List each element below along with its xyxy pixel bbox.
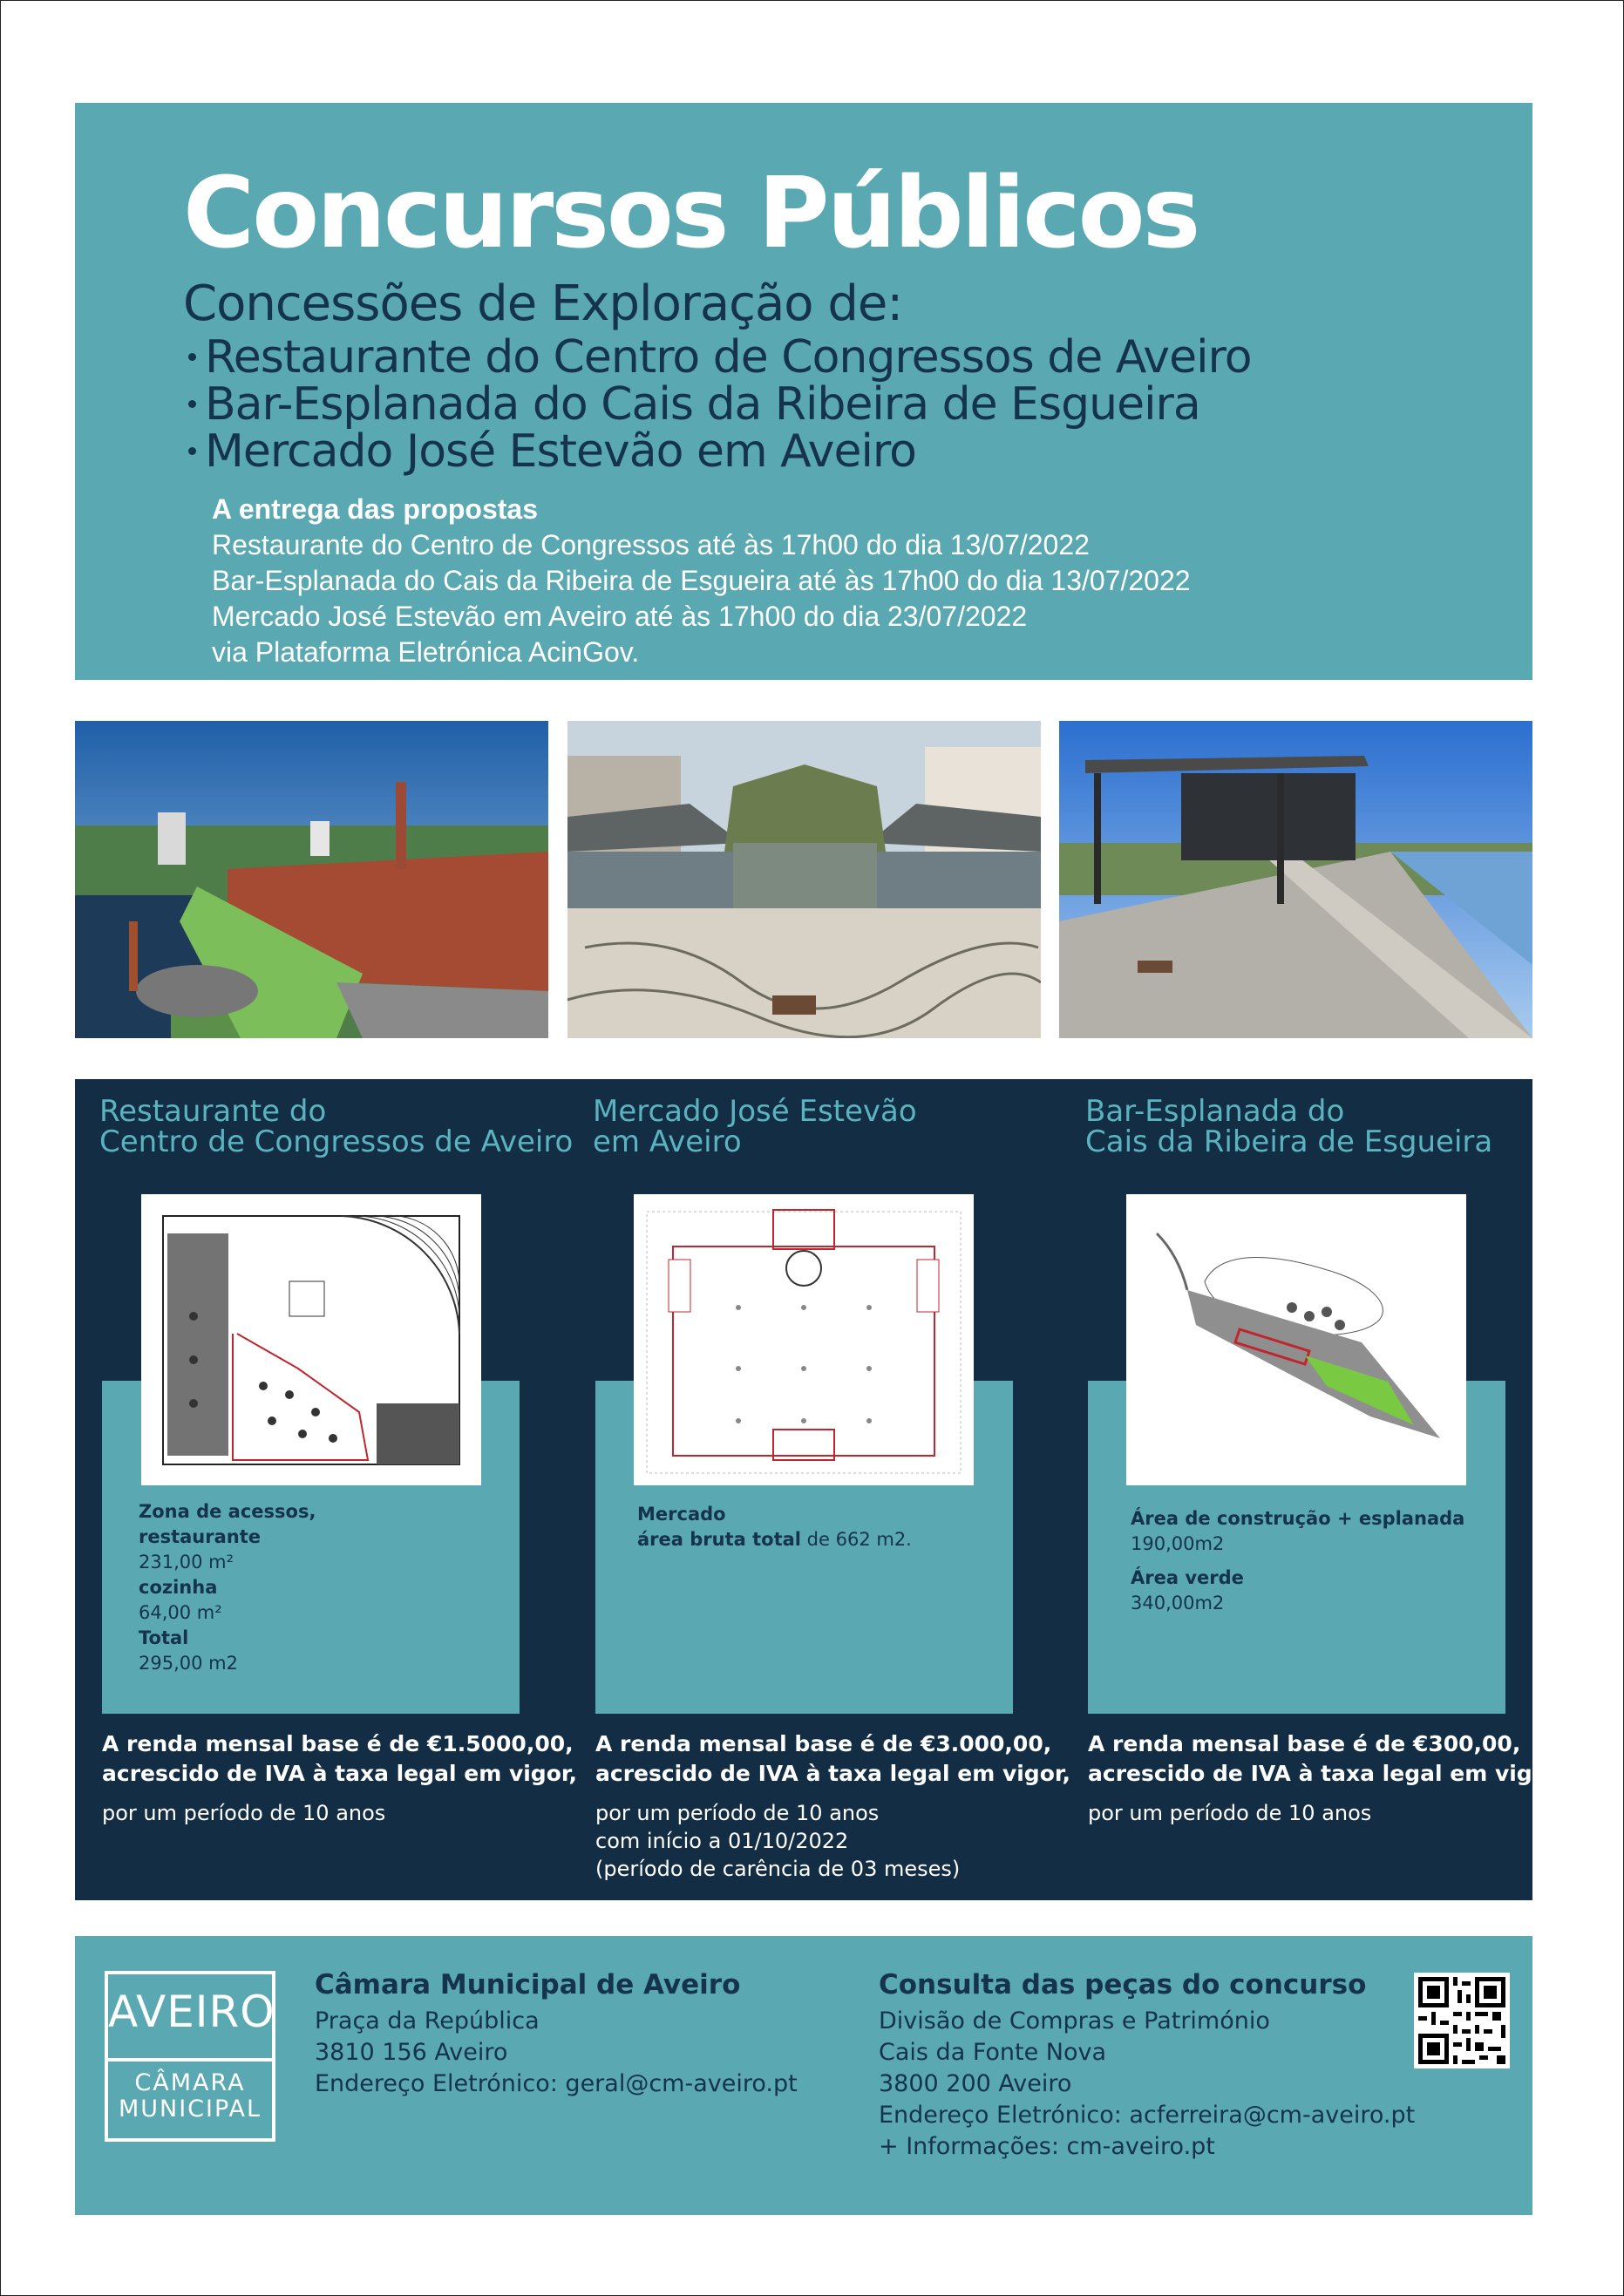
- website-link[interactable]: + Informações: cm-aveiro.pt: [879, 2133, 1215, 2160]
- email-link[interactable]: Endereço Eletrónico: geral@cm-aveiro.pt: [315, 2070, 798, 2097]
- area-info-bar: Área de construção + esplanada 190,00m2 Área verde 340,00m2: [1131, 1508, 1465, 1613]
- area-info-market: Mercado área bruta total de 662 m2.: [637, 1504, 912, 1550]
- page-subtitle: Concessões de Exploração de:: [183, 275, 903, 332]
- page-title: Concursos Públicos: [183, 157, 1199, 270]
- floor-plan-market: [634, 1194, 974, 1485]
- delivery-info: [212, 492, 1191, 670]
- rent-info-restaurant: A renda mensal base é de €1.5000,00, acrescido de IVA à taxa legal em vigor,: [102, 1731, 578, 1786]
- contact-consulta: Consulta das peças do concurso Divisão de Compras e Património Cais da Fonte Nova 3800 200 Aveiro Endereço Eletrónico: acferreira@cm-aveiro.pt + Informações: cm-aveiro.pt: [879, 1969, 1415, 2163]
- footer-panel: [75, 1936, 1532, 2215]
- area-info-restaurant: Zona de acessos, restaurante 231,00 m² cozinha 64,00 m² Total 295,00 m2: [139, 1501, 316, 1674]
- delivery-line: Restaurante do Centro de Congressos até às 17h00 do dia 13/07/2022: [212, 529, 1090, 560]
- aveiro-logo: AVEIRO CÂMARA MUNICIPAL: [105, 1971, 275, 2142]
- column-title-restaurant: Restaurante do Centro de Congressos de Aveiro: [99, 1094, 574, 1159]
- photo-bar-esplanada: [1059, 721, 1532, 1038]
- concession-item: Restaurante do Centro de Congressos de Aveiro: [188, 331, 1252, 384]
- period-info-bar: por um período de 10 anos: [1088, 1801, 1372, 1825]
- contact-heading: Consulta das peças do concurso: [879, 1969, 1367, 2001]
- photo-congress-center: [75, 721, 548, 1038]
- rent-info-bar: A renda mensal base é de €300,00, acrescido de IVA à taxa legal em vigor,: [1088, 1731, 1564, 1786]
- column-title-market: Mercado José Estevão em Aveiro: [593, 1094, 917, 1159]
- bullet-icon: [188, 447, 196, 455]
- details-section: [75, 1079, 1564, 1900]
- floor-plan-restaurant: [141, 1194, 481, 1485]
- header-panel: [75, 103, 1532, 680]
- concession-item: Mercado José Estevão em Aveiro: [188, 425, 916, 478]
- bullet-icon: [188, 353, 196, 361]
- delivery-line: Bar-Esplanada do Cais da Ribeira de Esgueira até às 17h00 do dia 13/07/2022: [212, 565, 1191, 596]
- rent-info-market: A renda mensal base é de €3.000,00, acrescido de IVA à taxa legal em vigor,: [595, 1731, 1071, 1786]
- contact-heading: Câmara Municipal de Aveiro: [315, 1969, 741, 2001]
- column-title-bar: Bar-Esplanada do Cais da Ribeira de Esgueira: [1085, 1094, 1493, 1159]
- delivery-heading: A entrega das propostas: [212, 493, 539, 525]
- photo-market: [567, 721, 1041, 1038]
- bullet-icon: [188, 400, 196, 408]
- period-info-restaurant: por um período de 10 anos: [102, 1801, 386, 1825]
- period-info-market: por um período de 10 anos com início a 01/10/2022 (período de carência de 03 meses): [595, 1801, 961, 1881]
- qr-code-icon[interactable]: [1414, 1973, 1510, 2068]
- delivery-line: Mercado José Estevão em Aveiro até às 17h00 do dia 23/07/2022: [212, 601, 1028, 632]
- concession-item: Bar-Esplanada do Cais da Ribeira de Esgueira: [188, 378, 1200, 431]
- email-link[interactable]: Endereço Eletrónico: acferreira@cm-aveiro.pt: [879, 2102, 1416, 2129]
- site-plan-bar: [1126, 1194, 1466, 1485]
- delivery-line: via Plataforma Eletrónica AcinGov.: [212, 636, 640, 668]
- contact-camara: Câmara Municipal de Aveiro Praça da República 3810 156 Aveiro Endereço Eletrónico: geral@cm-aveiro.pt: [315, 1969, 798, 2100]
